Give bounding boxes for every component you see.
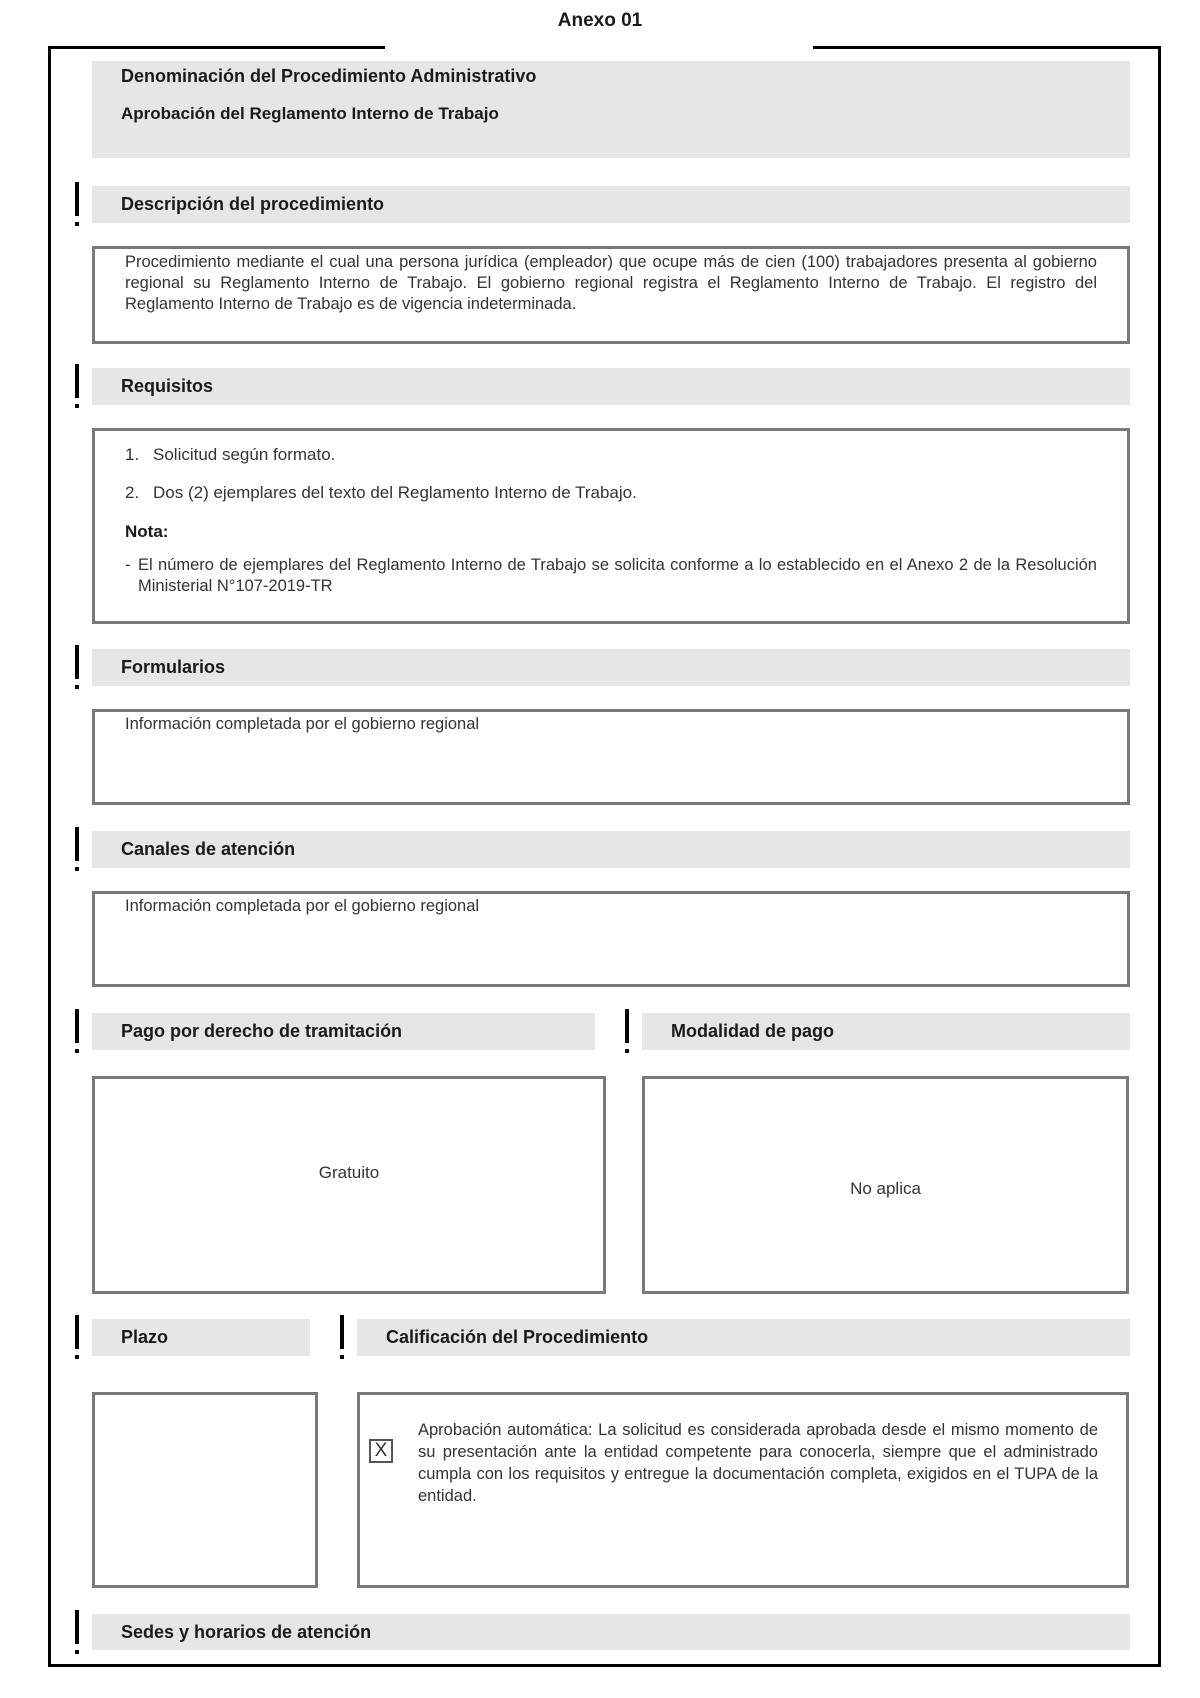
- section-marker: [340, 1315, 344, 1349]
- calificacion-text: Aprobación automática: La solicitud es considerada aprobada desde el mismo momento de su presentación ante la entidad competente para conocerla, siempre que el administrado cumpla con los requisitos y entregue la documentación completa, exigidos en el TUPA de la entidad.: [418, 1421, 1098, 1505]
- procedure-header: [92, 61, 1130, 158]
- frame-top-left: [48, 46, 385, 49]
- section-marker-dot: [340, 1355, 344, 1359]
- section-marker: [75, 1315, 79, 1349]
- section-marker-dot: [75, 1355, 79, 1359]
- section-marker: [75, 1009, 79, 1043]
- section-marker: [625, 1009, 629, 1043]
- section-marker-dot: [625, 1049, 629, 1053]
- frame-left: [48, 46, 51, 1666]
- modalidad-box: [642, 1076, 1129, 1294]
- formularios-box: [92, 709, 1130, 805]
- list-item-text: Solicitud según formato.: [153, 445, 336, 464]
- section-marker: [75, 1610, 79, 1644]
- pago-heading: Pago por derecho de tramitación: [92, 1013, 595, 1050]
- descripcion-heading: Descripción del procedimiento: [92, 186, 1130, 223]
- canales-heading: Canales de atención: [92, 831, 1130, 868]
- section-marker-dot: [75, 404, 79, 408]
- section-marker: [75, 182, 79, 216]
- list-item-number: 1.: [125, 445, 140, 464]
- descripcion-text: Procedimiento mediante el cual una persona jurídica (empleador) que ocupe más de cien (100) trabajadores presenta al gobierno regional su Reglamento Interno de Trabajo. El gobierno regional registra el Reglamento Interno de Trabajo. El registro del Reglamento Interno de Trabajo es de vigencia indeterminada.: [125, 253, 1097, 313]
- list-item: [125, 482, 637, 504]
- plazo-heading: Plazo: [92, 1319, 310, 1356]
- modalidad-value: No aplica: [850, 1179, 921, 1198]
- calificacion-box: [357, 1392, 1129, 1588]
- annex-title: Anexo 01: [557, 10, 643, 31]
- procedure-name: Aprobación del Reglamento Interno de Trabajo: [121, 104, 499, 123]
- section-marker: [75, 645, 79, 679]
- section-marker-dot: [75, 867, 79, 871]
- list-item-number: 2.: [125, 483, 140, 502]
- note-text: El número de ejemplares del Reglamento Interno de Trabajo se solicita conforme a lo establecido en el Anexo 2 de la Resolución Ministerial N°107-2019-TR: [138, 556, 1097, 595]
- frame-right: [1158, 46, 1161, 1666]
- note-label: Nota:: [125, 522, 169, 541]
- descripcion-box: [92, 246, 1130, 344]
- section-marker: [75, 364, 79, 398]
- canales-box: [92, 891, 1130, 987]
- requisitos-heading: Requisitos: [92, 368, 1130, 405]
- modalidad-heading: Modalidad de pago: [642, 1013, 1130, 1050]
- formularios-text: Información completada por el gobierno regional: [125, 715, 480, 733]
- calificacion-heading: Calificación del Procedimiento: [357, 1319, 1130, 1356]
- pago-box: [92, 1076, 606, 1294]
- sedes-heading: Sedes y horarios de atención: [92, 1614, 1130, 1650]
- pago-value: Gratuito: [318, 1163, 380, 1182]
- list-item-text: Dos (2) ejemplares del texto del Reglamento Interno de Trabajo.: [153, 483, 637, 502]
- note-bullet: -: [125, 556, 131, 574]
- section-marker-dot: [75, 222, 79, 226]
- automatic-approval-checkbox[interactable]: X: [369, 1439, 393, 1463]
- formularios-heading: Formularios: [92, 649, 1130, 686]
- canales-text: Información completada por el gobierno regional: [125, 897, 480, 915]
- section-marker-dot: [75, 1049, 79, 1053]
- section-marker-dot: [75, 685, 79, 689]
- plazo-box: [92, 1392, 318, 1588]
- section-marker: [75, 827, 79, 861]
- list-item: [125, 444, 335, 466]
- procedure-header-label: Denominación del Procedimiento Administrativo: [121, 66, 537, 86]
- section-marker-dot: [75, 1650, 79, 1654]
- frame-bottom: [48, 1664, 1161, 1667]
- frame-top-right: [813, 46, 1161, 49]
- requisitos-box: [92, 428, 1130, 624]
